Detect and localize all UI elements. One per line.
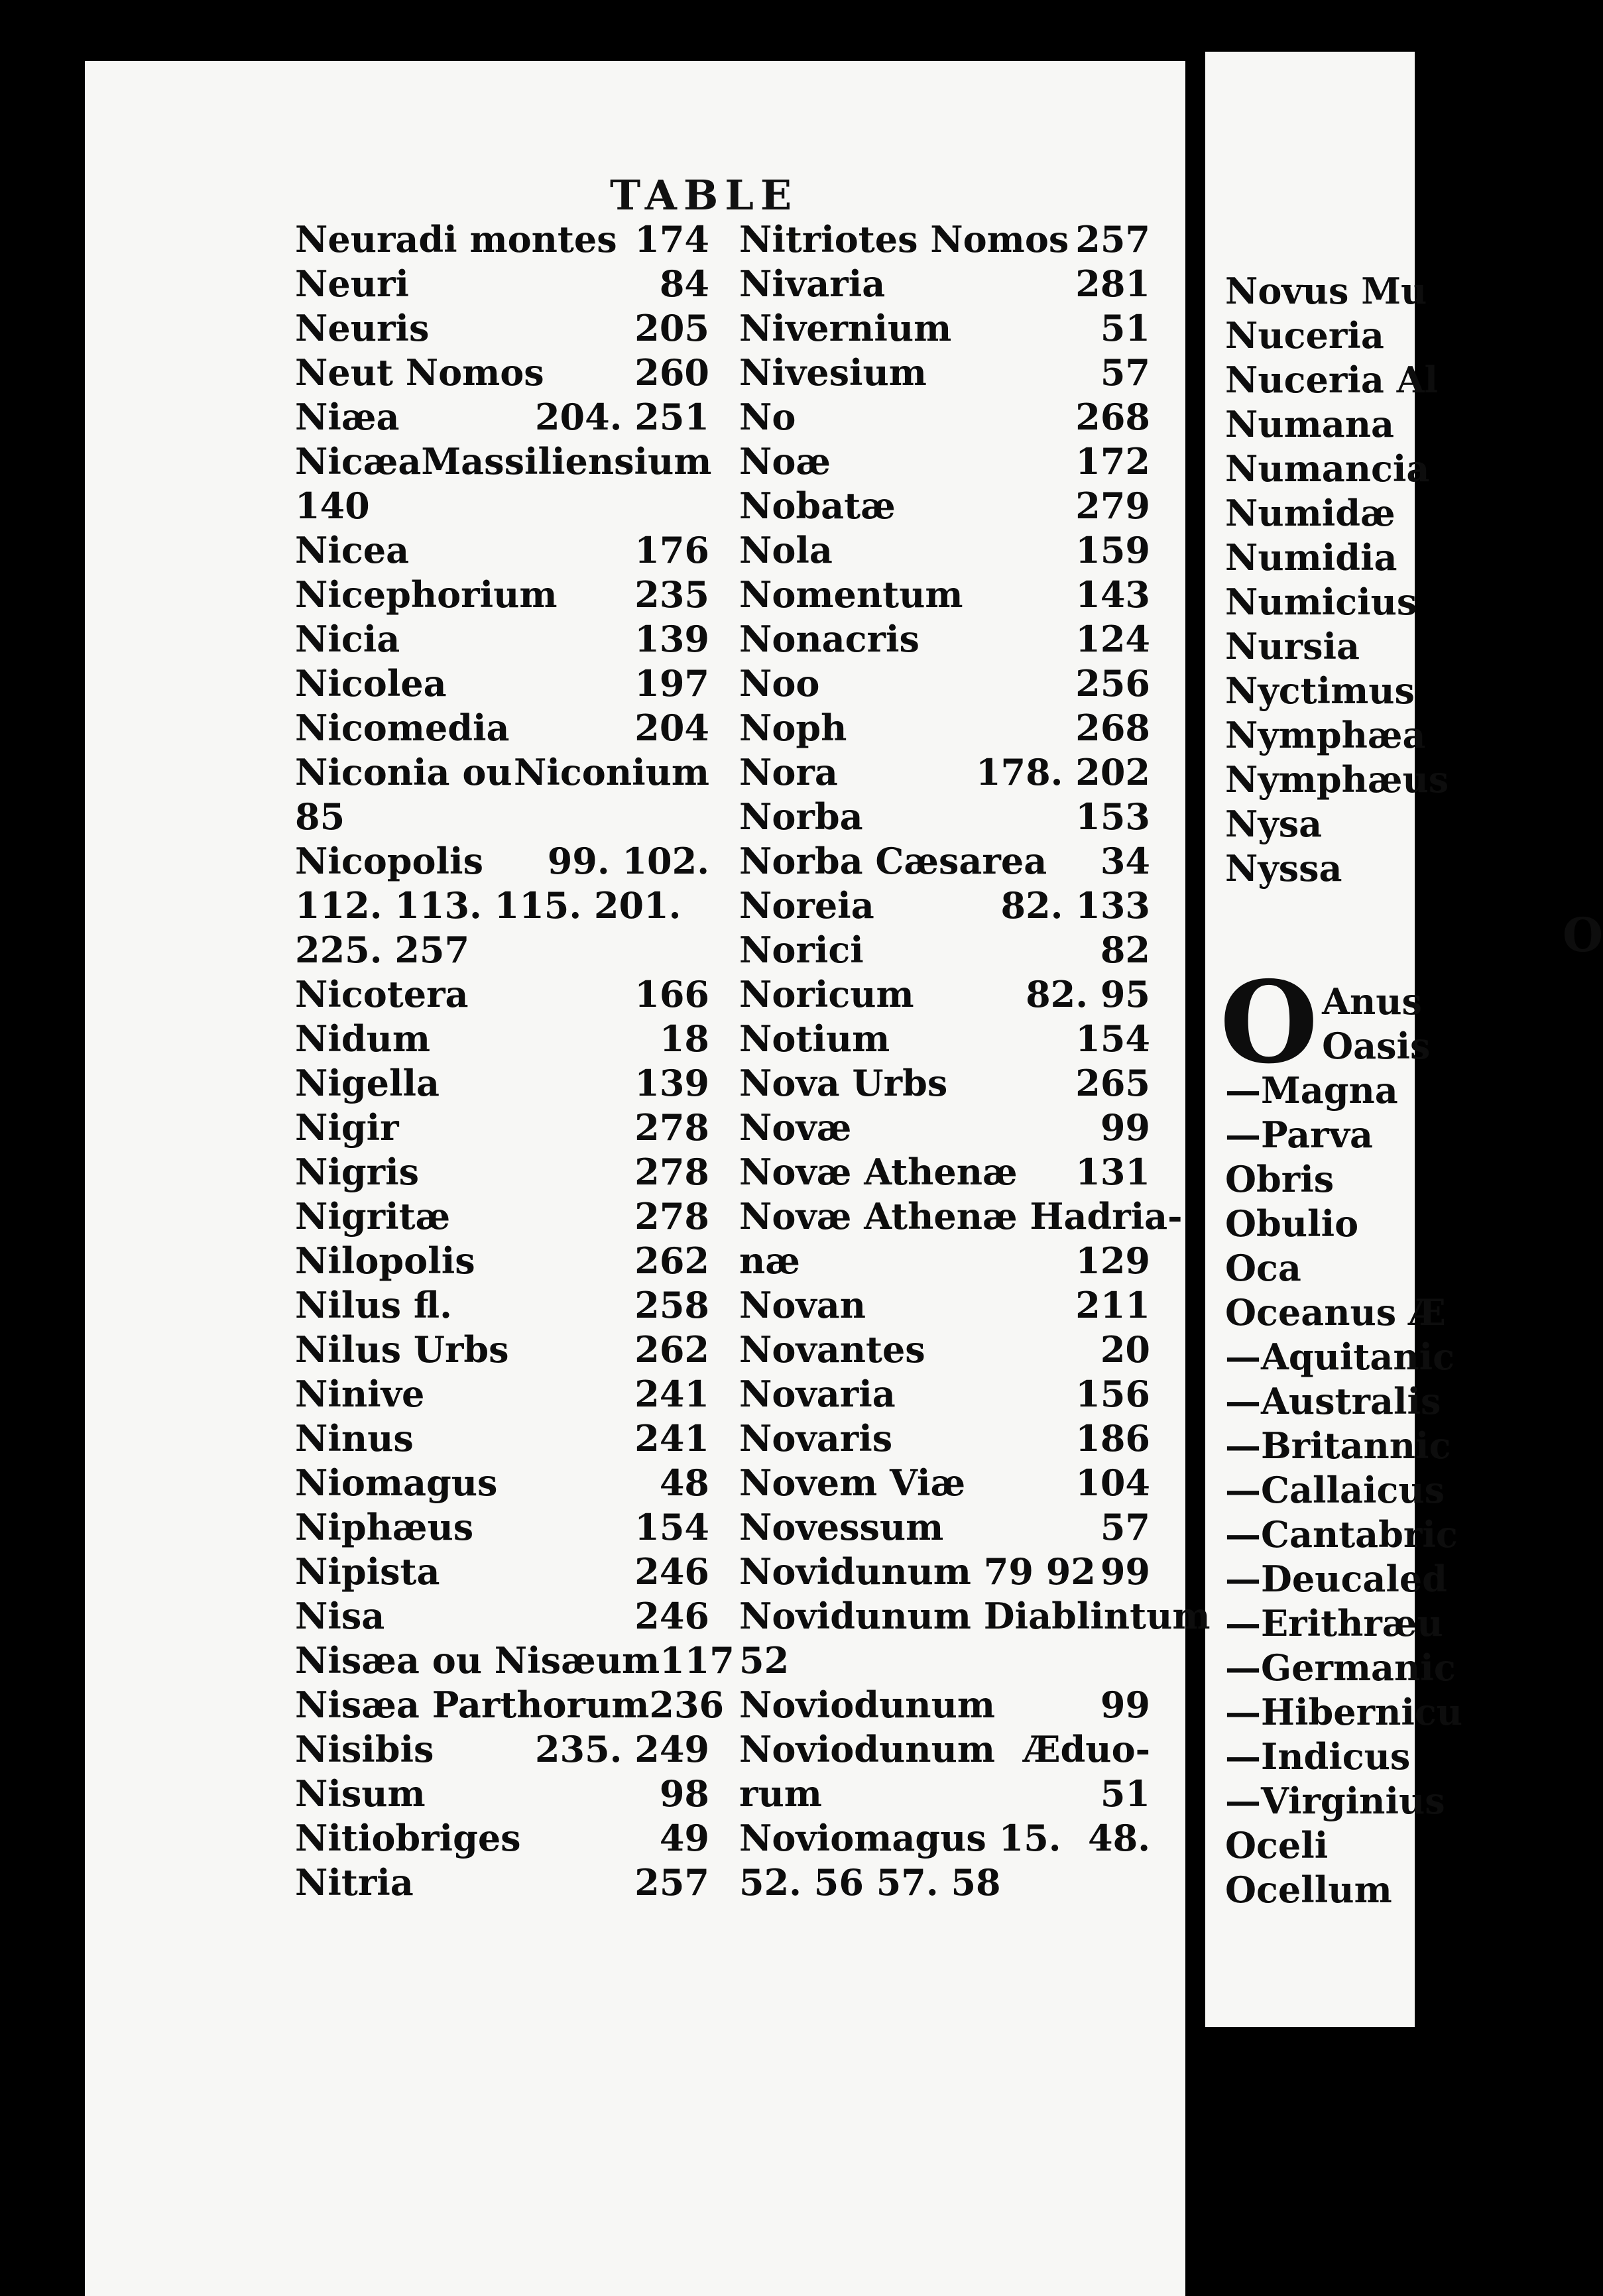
entry-name: Novan <box>739 1284 866 1326</box>
entry-page: 18 <box>659 1017 709 1060</box>
entry-page: 57 <box>1100 1506 1150 1548</box>
entry-page: 262 <box>634 1239 709 1282</box>
entry-page: 139 <box>634 618 709 660</box>
index-entry: —Britannic <box>1225 1424 1451 1467</box>
entry-page: 172 <box>1075 440 1150 483</box>
index-entry: Numicius <box>1225 581 1417 623</box>
entry-name: Norba Cæsarea <box>739 840 1047 882</box>
entry-name: Nidum <box>295 1017 431 1060</box>
index-entry <box>739 1683 1150 1727</box>
index-entry <box>295 484 709 528</box>
index-entry: Oca <box>1225 1247 1301 1289</box>
index-entry <box>295 1505 709 1550</box>
index-entry: Numana <box>1225 403 1394 445</box>
index-entry <box>295 706 709 750</box>
index-entry <box>739 1638 1150 1683</box>
index-entry: Nuceria <box>1225 314 1384 357</box>
index-entry <box>295 1550 709 1594</box>
entry-name: Nivesium <box>739 351 927 394</box>
index-entry <box>739 972 1150 1017</box>
entry-page: 176 <box>634 529 709 571</box>
index-column-2 <box>739 217 1211 1905</box>
index-entry: Nymphæa <box>1225 714 1426 756</box>
entry-name: Novidunum 79 92 <box>739 1550 1096 1593</box>
drop-cap-initial: O <box>1220 956 1319 1089</box>
entry-name: Nigris <box>295 1151 419 1193</box>
entry-page: 82. 95 <box>1026 973 1150 1015</box>
entry-name: Nivernium <box>739 307 952 349</box>
entry-name: Novessum <box>739 1506 944 1548</box>
entry-name: Nova Urbs <box>739 1062 948 1104</box>
entry-name: Niconia ou <box>295 751 512 793</box>
index-entry <box>295 972 709 1017</box>
entry-page: 174 <box>634 218 709 260</box>
entry-name: Niphæus <box>295 1506 474 1548</box>
index-entry: Numancia <box>1225 447 1430 490</box>
index-entry <box>739 573 1150 617</box>
index-entry <box>739 750 1150 795</box>
entry-page: 48. <box>1088 1817 1150 1859</box>
index-entry <box>295 439 712 484</box>
entry-page: 235. 249 <box>534 1728 709 1770</box>
index-entry <box>295 395 709 439</box>
entry-page: 278 <box>634 1151 709 1193</box>
entry-name: Nicephorium <box>295 573 558 616</box>
index-entry <box>295 1594 709 1638</box>
entry-name: Nola <box>739 529 833 571</box>
index-entry <box>295 1861 709 1905</box>
index-entry <box>295 573 709 617</box>
entry-name: Nilopolis <box>295 1239 475 1282</box>
entry-page: 262 <box>634 1328 709 1371</box>
index-entry: —Callaicus <box>1225 1469 1445 1511</box>
index-entry: Numidia <box>1225 536 1397 579</box>
entry-name: Nigir <box>295 1106 399 1149</box>
entry-page: 241 <box>634 1417 709 1460</box>
index-entry <box>295 1150 709 1194</box>
index-entry <box>295 1106 709 1150</box>
index-entry: Oasis <box>1322 1025 1431 1067</box>
index-entry <box>295 661 709 706</box>
index-entry: Nysa <box>1225 803 1323 845</box>
entry-name: Nicomedia <box>295 707 510 749</box>
index-entry <box>295 928 709 972</box>
entry-page: 51 <box>1100 1772 1150 1815</box>
entry-page: 51 <box>1100 307 1150 349</box>
entry-page: 82 <box>1100 929 1150 971</box>
drop-cap-block <box>1205 956 1603 1089</box>
entry-name: Nonacris <box>739 618 920 660</box>
entry-page: 205 <box>634 307 709 349</box>
entry-name: Noo <box>739 662 820 705</box>
index-entry <box>295 839 709 884</box>
entry-page: 143 <box>1075 573 1150 616</box>
entry-page: 258 <box>634 1284 709 1326</box>
entry-page: 197 <box>634 662 709 705</box>
index-entry <box>739 884 1150 928</box>
right-page <box>1205 52 1603 2027</box>
entry-page: 131 <box>1075 1151 1150 1193</box>
entry-page: 20 <box>1100 1328 1150 1371</box>
index-entry <box>739 1328 1150 1372</box>
entry-name: Novæ <box>739 1106 852 1149</box>
entry-page: Niconium <box>514 751 709 793</box>
entry-page: 279 <box>1075 485 1150 527</box>
index-entry: Novus Mu <box>1225 270 1427 312</box>
index-entry <box>739 306 1150 351</box>
index-entry <box>295 1416 709 1461</box>
index-entry <box>295 1328 709 1372</box>
entry-name: Novidunum Diablintum <box>739 1595 1211 1637</box>
index-column-3 <box>1205 269 1603 1912</box>
entry-page: 246 <box>634 1550 709 1593</box>
entry-page: 204 <box>634 707 709 749</box>
entry-name: Nivaria <box>739 262 886 305</box>
index-entry: Nursia <box>1225 625 1360 667</box>
entry-page: 278 <box>634 1106 709 1149</box>
entry-name: Noæ <box>739 440 831 483</box>
index-entry: Nymphæus <box>1225 758 1449 801</box>
index-entry <box>739 1194 1183 1239</box>
entry-page: 129 <box>1075 1239 1150 1282</box>
index-column-1 <box>295 217 735 1905</box>
entry-name: Neuradi montes <box>295 218 617 260</box>
entry-name: Nisa <box>295 1595 385 1637</box>
entry-name: Nipista <box>295 1550 440 1593</box>
index-entry <box>295 1061 709 1106</box>
index-entry <box>739 1461 1150 1505</box>
entry-name: Niomagus <box>295 1462 498 1504</box>
entry-name: Neut Nomos <box>295 351 544 394</box>
entry-page: 256 <box>1075 662 1150 705</box>
entry-name: Nomentum <box>739 573 963 616</box>
entry-name: Nilus fl. <box>295 1284 452 1326</box>
index-entry <box>739 1861 1150 1905</box>
entry-name: Novem Viæ <box>739 1462 966 1504</box>
index-entry: —Hibernicu <box>1225 1691 1463 1733</box>
entry-name: Nigritæ <box>295 1195 451 1237</box>
index-entry: Numidæ <box>1225 492 1395 534</box>
index-entry <box>295 795 709 839</box>
entry-page: 99. 102. <box>547 840 709 882</box>
index-entry <box>739 439 1150 484</box>
index-entry <box>295 262 709 306</box>
entry-name: Nilus Urbs <box>295 1328 509 1371</box>
entry-name: Nitriotes Nomos <box>739 218 1069 260</box>
entry-page: 153 <box>1075 795 1150 838</box>
index-entry <box>739 1727 1150 1772</box>
index-entry <box>739 1550 1150 1594</box>
entry-name: Niæa <box>295 396 400 438</box>
entry-page: 49 <box>659 1817 709 1859</box>
index-entry <box>295 750 709 795</box>
entry-name: 112. 113. 115. 201. <box>295 884 682 927</box>
index-entry <box>739 795 1150 839</box>
entry-name: Ninive <box>295 1373 425 1415</box>
entry-name: Noviodunum <box>739 1684 995 1726</box>
index-entry <box>295 217 709 262</box>
entry-page: 278 <box>634 1195 709 1237</box>
entry-name: Noricum <box>739 973 914 1015</box>
index-entry <box>739 1816 1150 1861</box>
index-entry: Obris <box>1225 1158 1335 1200</box>
entry-name: Nicæa <box>295 440 422 483</box>
index-entry <box>295 528 709 573</box>
index-entry: —Indicus <box>1225 1735 1411 1778</box>
entry-page: Æduo- <box>1023 1728 1150 1770</box>
entry-name: 52. 56 57. 58 <box>739 1861 1001 1904</box>
index-entry <box>295 1372 709 1416</box>
index-entry: Anus <box>1322 980 1422 1023</box>
entry-name: Novaris <box>739 1417 893 1460</box>
index-entry <box>295 1194 709 1239</box>
entry-name: Norba <box>739 795 863 838</box>
entry-page: 235 <box>634 573 709 616</box>
entry-name: Neuri <box>295 262 409 305</box>
index-entry <box>739 395 1150 439</box>
entry-name: Noph <box>739 707 847 749</box>
entry-page: 99 <box>1100 1550 1150 1593</box>
entry-name: Nigella <box>295 1062 440 1104</box>
index-entry: Oceli <box>1225 1824 1329 1866</box>
entry-page: 236 <box>649 1684 725 1726</box>
index-entry <box>295 306 709 351</box>
entry-page: 154 <box>634 1506 709 1548</box>
entry-page: 48 <box>659 1462 709 1504</box>
entry-name: Novæ Athenæ Hadria- <box>739 1195 1183 1237</box>
entry-page: 260 <box>634 351 709 394</box>
entry-page: 82. 133 <box>1000 884 1150 927</box>
entry-page: 268 <box>1075 707 1150 749</box>
index-entry <box>739 351 1150 395</box>
index-entry <box>295 617 709 661</box>
entry-name: Nicotera <box>295 973 469 1015</box>
entry-name: næ <box>739 1239 800 1282</box>
entry-page: 99 <box>1100 1106 1150 1149</box>
entry-page: 57 <box>1100 351 1150 394</box>
entry-page: Massiliensium <box>421 440 712 483</box>
entry-name: Nicolea <box>295 662 447 705</box>
index-entry <box>739 1150 1150 1194</box>
entry-page: 281 <box>1075 262 1150 305</box>
index-entry <box>739 617 1150 661</box>
entry-name: Nicopolis <box>295 840 483 882</box>
entry-name: Nisum <box>295 1772 426 1815</box>
index-entry: —Deucaled <box>1225 1558 1447 1600</box>
index-entry: Oceanus Æ <box>1225 1291 1446 1334</box>
index-entry: —Cantabric <box>1225 1513 1458 1556</box>
entry-page: 139 <box>634 1062 709 1104</box>
index-entry <box>739 217 1150 262</box>
entry-name: Novantes <box>739 1328 925 1371</box>
index-entry <box>739 528 1150 573</box>
index-entry <box>739 1772 1150 1816</box>
index-entry: —Aquitanic <box>1225 1336 1455 1378</box>
index-entry: —Magna <box>1225 1069 1398 1112</box>
index-entry <box>739 928 1150 972</box>
index-entry: —Australis <box>1225 1380 1441 1422</box>
index-entry: —Erithræu <box>1225 1602 1443 1644</box>
entry-name: Nicea <box>295 529 410 571</box>
entry-name: Nobatæ <box>739 485 896 527</box>
index-entry <box>739 484 1150 528</box>
entry-name: Norici <box>739 929 864 971</box>
entry-page: 156 <box>1075 1373 1150 1415</box>
entry-name: Nora <box>739 751 838 793</box>
entry-page: 34 <box>1100 840 1150 882</box>
index-entry <box>739 1106 1150 1150</box>
index-entry <box>739 1505 1150 1550</box>
index-entry: —Virginius <box>1225 1780 1445 1822</box>
index-entry <box>295 1283 709 1328</box>
index-entry: Ocellum <box>1225 1868 1392 1911</box>
entry-name: Noviodunum <box>739 1728 995 1770</box>
index-entry: Nyctimus <box>1225 669 1415 712</box>
entry-page: 154 <box>1075 1017 1150 1060</box>
entry-name: Nitria <box>295 1861 414 1904</box>
entry-page: 178. 202 <box>975 751 1150 793</box>
page-header: TABLE <box>610 171 799 219</box>
entry-page: 257 <box>634 1861 709 1904</box>
entry-page: 265 <box>1075 1062 1150 1104</box>
entry-name: Nisibis <box>295 1728 434 1770</box>
entry-name: Nisæa ou Nisæum <box>295 1639 660 1682</box>
index-entry <box>739 1061 1150 1106</box>
entry-name: rum <box>739 1772 822 1815</box>
entry-name: Noreia <box>739 884 874 927</box>
index-entry <box>295 1239 709 1283</box>
index-entry: Nyssa <box>1225 847 1342 890</box>
index-entry <box>295 1683 725 1727</box>
entry-name: Neuris <box>295 307 430 349</box>
index-entry <box>739 1416 1150 1461</box>
entry-page: 268 <box>1075 396 1150 438</box>
entry-name: Novæ Athenæ <box>739 1151 1018 1193</box>
entry-page: 166 <box>634 973 709 1015</box>
entry-page: 124 <box>1075 618 1150 660</box>
index-entry <box>295 1772 709 1816</box>
entry-page: 104 <box>1075 1462 1150 1504</box>
entry-page: 84 <box>659 262 709 305</box>
index-entry <box>295 1461 709 1505</box>
index-entry <box>739 1594 1211 1638</box>
section-letter: O <box>1563 907 1603 962</box>
entry-name: Nicia <box>295 618 400 660</box>
entry-page: 99 <box>1100 1684 1150 1726</box>
entry-page: 241 <box>634 1373 709 1415</box>
entry-name: Notium <box>739 1017 890 1060</box>
entry-page: 246 <box>634 1595 709 1637</box>
entry-page: 257 <box>1075 218 1150 260</box>
index-entry <box>295 1638 735 1683</box>
entry-page: 159 <box>1075 529 1150 571</box>
index-entry <box>295 1816 709 1861</box>
entry-page: 98 <box>659 1772 709 1815</box>
entry-page: 117 <box>660 1639 735 1682</box>
index-entry <box>739 661 1150 706</box>
index-entry <box>739 1017 1150 1061</box>
entry-page: 186 <box>1075 1417 1150 1460</box>
entry-name: Noviomagus 15. <box>739 1817 1061 1859</box>
index-entry <box>739 1283 1150 1328</box>
index-entry <box>739 262 1150 306</box>
index-entry <box>739 839 1150 884</box>
index-entry <box>739 1372 1150 1416</box>
entry-name: Nitiobriges <box>295 1817 521 1859</box>
entry-name: 225. 257 <box>295 929 470 971</box>
index-entry <box>295 1727 709 1772</box>
index-entry <box>295 1017 709 1061</box>
index-entry: —Parva <box>1225 1114 1373 1156</box>
index-entry: Nuceria Al <box>1225 359 1439 401</box>
index-entry: —Germanic <box>1225 1646 1456 1689</box>
entry-name: 52 <box>739 1639 790 1682</box>
index-entry: Obulio <box>1225 1202 1359 1245</box>
page-gutter <box>1185 52 1205 2296</box>
entry-page: 204. 251 <box>534 396 709 438</box>
entry-name: 140 <box>295 485 370 527</box>
entry-name: Novaria <box>739 1373 896 1415</box>
index-entry <box>739 1239 1150 1283</box>
index-entry <box>295 884 709 928</box>
entry-name: No <box>739 396 796 438</box>
entry-page: 211 <box>1075 1284 1150 1326</box>
index-entry <box>295 351 709 395</box>
entry-name: 85 <box>295 795 345 838</box>
entry-name: Nisæa Parthorum <box>295 1684 650 1726</box>
index-entry <box>739 706 1150 750</box>
entry-name: Ninus <box>295 1417 414 1460</box>
